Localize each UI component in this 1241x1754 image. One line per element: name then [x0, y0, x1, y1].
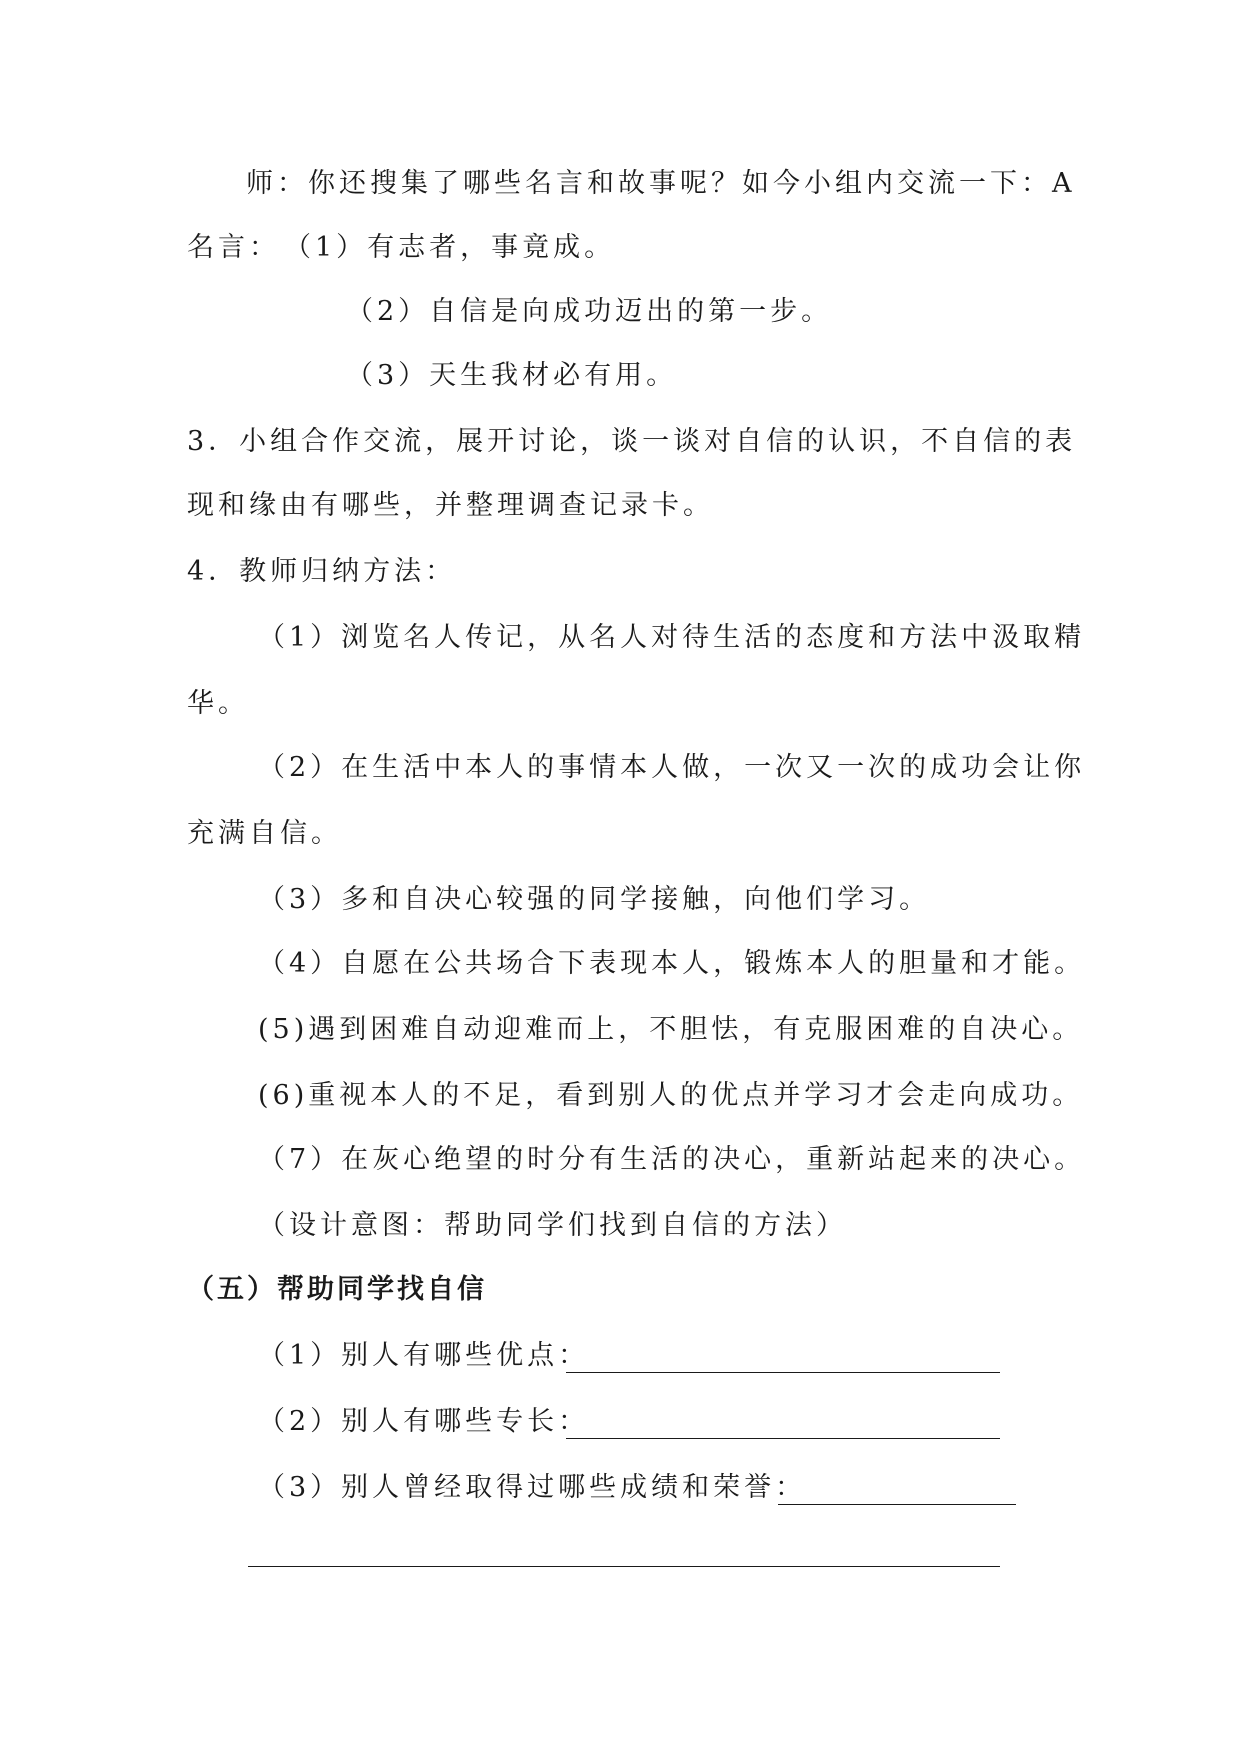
text-line: 4．教师归纳方法： — [187, 556, 457, 587]
text-line: （3）多和自决心较强的同学接触，向他们学习。 — [258, 884, 931, 915]
answer-blank[interactable] — [248, 1566, 1000, 1567]
text-line: （2）自信是向成功迈出的第一步。 — [346, 296, 833, 327]
text-line: 现和缘由有哪些，并整理调查记录卡。 — [187, 490, 714, 521]
text-line: （1）浏览名人传记，从名人对待生活的态度和方法中汲取精 — [258, 622, 1086, 653]
text-line: （3）天生我材必有用。 — [346, 360, 678, 391]
text-line: 华。 — [187, 688, 249, 719]
question-label: （1）别人有哪些优点： — [258, 1340, 590, 1371]
answer-blank[interactable] — [778, 1504, 1016, 1505]
text-line: （7）在灰心绝望的时分有生活的决心，重新站起来的决心。 — [258, 1144, 1086, 1175]
answer-blank[interactable] — [566, 1372, 1000, 1373]
text-line: 师：你还搜集了哪些名言和故事呢？如今小组内交流一下：A — [246, 168, 1076, 199]
text-line: (5)遇到困难自动迎难而上，不胆怯，有克服困难的自决心。 — [258, 1014, 1084, 1045]
text-line: （2）在生活中本人的事情本人做，一次又一次的成功会让你 — [258, 752, 1086, 783]
text-line: 名言： （1）有志者，事竟成。 — [187, 232, 616, 263]
question-label: （2）别人有哪些专长： — [258, 1406, 590, 1437]
section-heading: （五）帮助同学找自信 — [187, 1274, 487, 1305]
text-line: （4）自愿在公共场合下表现本人，锻炼本人的胆量和才能。 — [258, 948, 1086, 979]
text-line: 充满自信。 — [187, 818, 342, 849]
question-label: （3）别人曾经取得过哪些成绩和荣誉： — [258, 1472, 807, 1503]
answer-blank[interactable] — [566, 1438, 1000, 1439]
text-line: （设计意图：帮助同学们找到自信的方法） — [258, 1210, 847, 1241]
text-line: (6)重视本人的不足，看到别人的优点并学习才会走向成功。 — [258, 1080, 1084, 1111]
text-line: 3．小组合作交流，展开讨论，谈一谈对自信的认识，不自信的表 — [187, 426, 1077, 457]
